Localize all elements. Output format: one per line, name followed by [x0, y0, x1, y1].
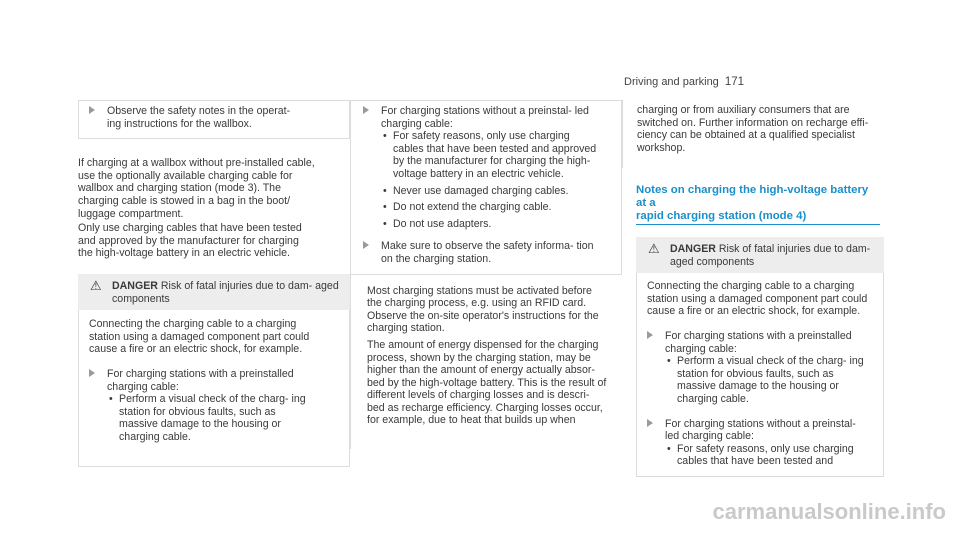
step [647, 330, 869, 406]
warning-body [636, 273, 884, 477]
tip-text: Observe the safety notes in the operat- ing instructions for the wallbox. [107, 105, 291, 130]
warning-triangle-icon: ⚠ [648, 241, 660, 256]
text-block [350, 275, 622, 449]
column-1 [78, 100, 350, 467]
warning-description: Connecting the charging cable to a charging station using a damaged component part could cause a fire or an electric shock, for example. [647, 280, 868, 318]
bullet-item: • Do not use adapters. [383, 218, 601, 231]
section-title: Notes on charging the high-voltage battery at a rapid charging station (mode 4) [636, 184, 880, 225]
step [363, 240, 601, 265]
arrow-icon [89, 106, 95, 114]
arrow-icon [363, 241, 369, 249]
warning-body [78, 310, 350, 467]
paragraph: The amount of energy dispensed for the charging process, shown by the charging station, may be higher than the amount of energy actually absor- bed by the high-voltage battery. This is the result of different levels of charging losses and is descri- bed as recharge efficiency. Charging losses occur, for example, due to heat that builds up when [367, 338, 607, 427]
step-text: For charging stations with a preinstalled charging cable: [665, 329, 852, 355]
paragraph: charging or from auxiliary consumers that are switched on. Further information on recharge effi- ciency can be obtained at a qualified specialist workshop. [637, 104, 869, 154]
warning-header [636, 237, 884, 273]
bullet-item: • Never use damaged charging cables. [383, 185, 601, 198]
warning-text: Risk of fatal injuries due to dam- aged components [670, 243, 871, 268]
step [363, 105, 601, 230]
tip-box [78, 100, 350, 139]
step [89, 368, 317, 444]
warning-text: Risk of fatal injuries due to dam- aged components [112, 279, 339, 305]
paragraph: Only use charging cables that have been tested and approved by the manufacturer for charging the high-voltage battery in an electric vehicle. [78, 222, 302, 260]
arrow-icon [647, 331, 653, 339]
column-3 [622, 100, 884, 477]
column-2 [350, 100, 622, 449]
bullet-item: • For safety reasons, only use charging cables that have been tested and [667, 443, 869, 468]
warning-triangle-icon: ⚠ [90, 277, 102, 293]
step-text: For charging stations with a preinstalled charging cable: [107, 367, 294, 393]
bullet-item: • Perform a visual check of the charg- ing station for obvious faults, such as massive damage to the housing or charging cable. [667, 355, 869, 405]
arrow-icon [647, 419, 653, 427]
step-text: For charging stations without a preinstal- led charging cable: [381, 105, 589, 130]
paragraph: If charging at a wallbox without pre-installed cable, use the optionally available charging cable for wallbox and charging station (mode 3). The charging cable is stowed in a bag in the boot/ luggage compartment. [78, 157, 315, 220]
step-text: For charging stations without a preinstal- led charging cable: [665, 417, 856, 443]
step [647, 418, 869, 468]
bullet-item: • Do not extend the charging cable. [383, 201, 601, 214]
paragraph: Most charging stations must be activated before the charging process, e.g. using an RFID card. Observe the on-site operator's instructions for the charging station. [367, 284, 599, 335]
warning-label: DANGER [112, 279, 158, 292]
tip-step [89, 105, 307, 130]
warning-description: Connecting the charging cable to a charging station using a damaged component part could cause a fire or an electric shock, for example. [89, 318, 310, 356]
page-header [624, 76, 744, 88]
page-number: 171 [724, 76, 744, 88]
bullet-item: • For safety reasons, only use charging cables that have been tested and approved by the manufacturer for charging the high-voltage battery in an electric vehicle. [383, 130, 601, 180]
watermark: carmanualsonline.info [712, 499, 946, 524]
bullet-item: • Perform a visual check of the charg- ing station for obvious faults, such as massive damage to the housing or charging cable. [109, 393, 317, 443]
text-block [622, 100, 884, 168]
warning-box [78, 274, 350, 467]
warning-box [636, 237, 884, 477]
arrow-icon [363, 106, 369, 114]
step-text: Make sure to observe the safety informa- tion on the charging station. [381, 240, 594, 265]
section-name: Driving and parking [624, 76, 719, 88]
warning-label: DANGER [670, 243, 716, 255]
arrow-icon [89, 369, 95, 377]
step-box [350, 100, 622, 275]
warning-header [78, 274, 350, 310]
